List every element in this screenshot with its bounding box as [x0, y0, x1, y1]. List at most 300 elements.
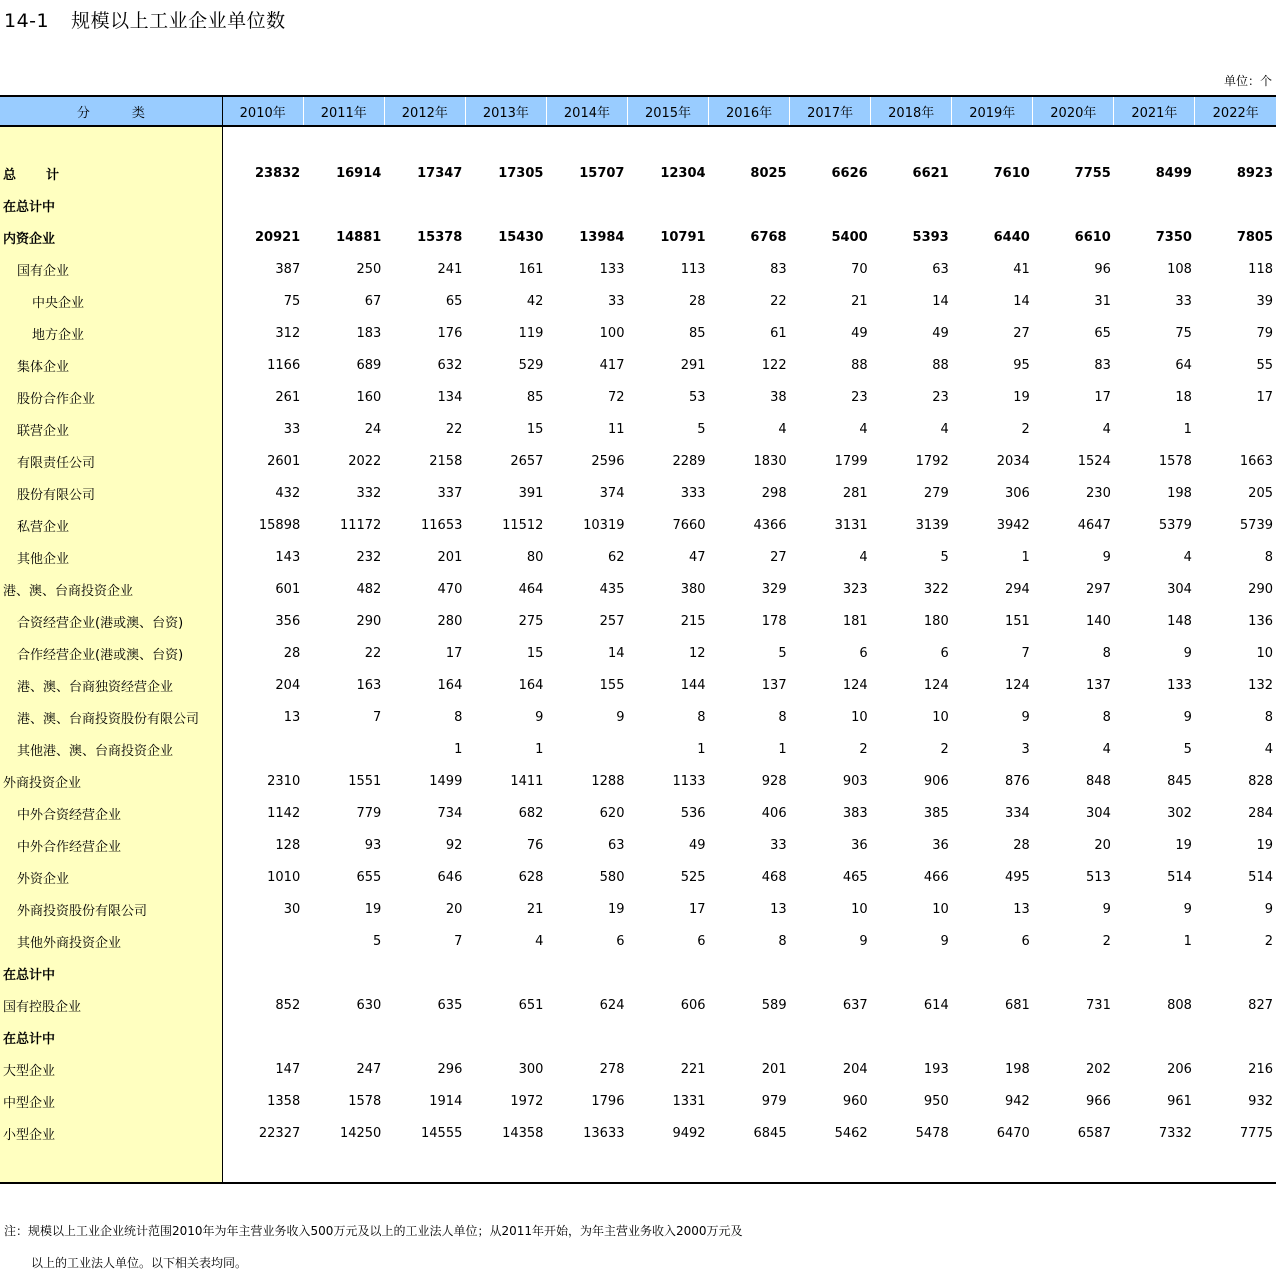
value-cell: 4 [1102, 421, 1111, 437]
value-cell: 17 [445, 645, 463, 661]
value-cell: 250 [356, 261, 382, 277]
value-cell: 16914 [336, 165, 382, 181]
value-cell [303, 1021, 384, 1053]
value-cell: 8 [1264, 549, 1273, 565]
value-cell: 85 [526, 389, 544, 405]
value-cell: 21 [851, 293, 868, 309]
value-cell: 2 [1264, 933, 1273, 949]
value-cell: 36 [851, 837, 868, 853]
value-cell [1195, 189, 1276, 221]
row-label: 外商投资企业 [3, 775, 82, 791]
value-cell: 10 [851, 709, 868, 725]
value-cell: 304 [1167, 581, 1192, 597]
value-cell: 961 [1167, 1093, 1192, 1109]
value-cell: 632 [437, 357, 463, 373]
value-cell: 852 [275, 997, 301, 1013]
value-cell: 4 [778, 421, 787, 437]
value-cell: 281 [842, 485, 868, 501]
value-cell: 406 [761, 805, 787, 821]
value-cell: 232 [356, 549, 382, 565]
value-cell: 33 [283, 421, 301, 437]
value-cell [871, 1021, 952, 1053]
value-cell: 19 [364, 901, 382, 917]
value-cell: 15898 [258, 517, 301, 533]
value-cell: 468 [761, 869, 787, 885]
table-body [0, 126, 1276, 1149]
value-cell: 655 [356, 869, 382, 885]
value-cell: 1 [535, 741, 544, 757]
value-cell: 14358 [502, 1125, 544, 1141]
value-cell [546, 733, 627, 765]
value-cell: 15430 [498, 229, 544, 245]
value-cell: 9 [940, 933, 949, 949]
value-cell: 2 [940, 741, 949, 757]
value-cell: 61 [770, 325, 787, 341]
value-cell: 3 [1021, 741, 1030, 757]
value-cell: 14555 [421, 1125, 463, 1141]
value-cell: 19 [1175, 837, 1192, 853]
value-cell: 2601 [267, 453, 301, 469]
value-cell: 9 [1021, 709, 1030, 725]
value-cell: 10 [932, 901, 949, 917]
table-row [0, 541, 1276, 573]
value-cell: 1796 [591, 1093, 625, 1109]
value-cell: 630 [356, 997, 382, 1013]
value-cell: 79 [1256, 325, 1273, 341]
row-label: 在总计中 [3, 199, 56, 215]
value-cell [384, 1021, 465, 1053]
table-row [0, 957, 1276, 989]
value-cell: 298 [761, 485, 787, 501]
value-cell: 144 [680, 677, 706, 693]
value-cell: 620 [599, 805, 625, 821]
value-cell: 2022 [348, 453, 382, 469]
value-cell [627, 1021, 708, 1053]
table-row [0, 765, 1276, 797]
value-cell: 329 [761, 581, 787, 597]
value-cell: 24 [364, 421, 382, 437]
value-cell: 19 [1256, 837, 1273, 853]
value-cell: 300 [518, 1061, 544, 1077]
value-cell: 1166 [267, 357, 301, 373]
value-cell: 7610 [993, 165, 1030, 181]
value-cell: 1663 [1239, 453, 1273, 469]
value-cell: 49 [932, 325, 949, 341]
value-cell: 8 [697, 709, 706, 725]
value-cell: 2 [1021, 421, 1030, 437]
value-cell: 10 [1256, 645, 1273, 661]
value-cell: 124 [923, 677, 949, 693]
value-cell: 83 [1094, 357, 1111, 373]
value-cell [1033, 957, 1114, 989]
value-cell: 136 [1248, 613, 1273, 629]
table-row [0, 733, 1276, 765]
value-cell: 88 [851, 357, 868, 373]
value-cell [546, 957, 627, 989]
value-cell: 333 [680, 485, 706, 501]
value-cell: 8923 [1236, 165, 1273, 181]
row-label: 外商投资股份有限公司 [17, 903, 148, 919]
value-cell: 6 [616, 933, 625, 949]
value-cell: 42 [526, 293, 544, 309]
row-label: 大型企业 [3, 1063, 56, 1079]
row-label: 中外合作经营企业 [17, 839, 122, 855]
value-cell: 5 [940, 549, 949, 565]
header-year: 2018年 [871, 96, 952, 126]
value-cell: 6768 [750, 229, 787, 245]
value-cell: 23 [851, 389, 868, 405]
value-cell: 13633 [583, 1125, 625, 1141]
value-cell: 13 [1013, 901, 1030, 917]
header-year: 2012年 [384, 96, 465, 126]
value-cell: 876 [1004, 773, 1030, 789]
value-cell: 380 [680, 581, 706, 597]
value-cell: 41 [1013, 261, 1030, 277]
value-cell: 9 [1183, 709, 1192, 725]
value-cell: 206 [1167, 1061, 1192, 1077]
row-label: 内资企业 [3, 231, 56, 247]
value-cell: 651 [518, 997, 544, 1013]
value-cell: 928 [761, 773, 787, 789]
value-cell: 312 [275, 325, 301, 341]
value-cell: 7350 [1155, 229, 1192, 245]
value-cell: 27 [770, 549, 787, 565]
value-cell: 23 [932, 389, 949, 405]
row-label: 中外合资经营企业 [17, 807, 122, 823]
value-cell: 134 [437, 389, 463, 405]
value-cell: 387 [275, 261, 301, 277]
value-cell: 38 [770, 389, 787, 405]
value-cell: 466 [923, 869, 949, 885]
value-cell: 290 [1248, 581, 1273, 597]
value-cell: 7 [1021, 645, 1030, 661]
table-row [0, 189, 1276, 221]
value-cell: 297 [1086, 581, 1111, 597]
value-cell: 216 [1248, 1061, 1273, 1077]
value-cell: 828 [1248, 773, 1273, 789]
value-cell: 10 [851, 901, 868, 917]
value-cell: 356 [275, 613, 301, 629]
value-cell: 9 [1264, 901, 1273, 917]
value-cell: 6470 [996, 1125, 1030, 1141]
row-label: 集体企业 [17, 359, 70, 375]
value-cell [465, 1021, 546, 1053]
value-cell: 137 [1086, 677, 1111, 693]
value-cell: 27 [1013, 325, 1030, 341]
value-cell [303, 733, 384, 765]
table-header-row [0, 96, 1276, 126]
value-cell: 13 [770, 901, 787, 917]
value-cell: 2158 [429, 453, 463, 469]
value-cell: 28 [1013, 837, 1030, 853]
value-cell: 22 [364, 645, 382, 661]
row-label: 国有控股企业 [3, 999, 82, 1015]
value-cell: 36 [932, 837, 949, 853]
value-cell: 19 [1013, 389, 1030, 405]
table-row [0, 861, 1276, 893]
value-cell: 63 [932, 261, 949, 277]
value-cell: 1578 [348, 1093, 382, 1109]
table-row [0, 509, 1276, 541]
value-cell: 30 [283, 901, 301, 917]
value-cell: 4 [1264, 741, 1273, 757]
row-label: 合作经营企业(港或澳、台资) [17, 647, 184, 663]
value-cell: 49 [851, 325, 868, 341]
value-cell [871, 189, 952, 221]
value-cell: 470 [437, 581, 463, 597]
value-cell: 1411 [510, 773, 544, 789]
value-cell: 495 [1004, 869, 1030, 885]
value-cell: 1799 [834, 453, 868, 469]
table-row [0, 989, 1276, 1021]
value-cell: 848 [1086, 773, 1111, 789]
value-cell [303, 189, 384, 221]
value-cell: 1972 [510, 1093, 544, 1109]
value-cell: 417 [599, 357, 625, 373]
header-year: 2013年 [465, 96, 546, 126]
value-cell [952, 189, 1033, 221]
value-cell: 11 [607, 421, 625, 437]
value-cell: 1499 [429, 773, 463, 789]
value-cell: 322 [923, 581, 949, 597]
table-row [0, 157, 1276, 189]
value-cell: 6610 [1074, 229, 1111, 245]
spacer-row [0, 126, 1276, 157]
value-cell: 160 [356, 389, 382, 405]
value-cell: 12304 [660, 165, 706, 181]
value-cell: 83 [770, 261, 787, 277]
value-cell: 635 [437, 997, 463, 1013]
table-row [0, 317, 1276, 349]
table-row [0, 349, 1276, 381]
value-cell: 779 [356, 805, 382, 821]
value-cell: 137 [761, 677, 787, 693]
value-cell: 198 [1167, 485, 1192, 501]
value-cell [952, 1021, 1033, 1053]
data-table-container [0, 95, 1276, 1184]
value-cell: 9 [1102, 901, 1111, 917]
value-cell: 1792 [915, 453, 949, 469]
value-cell: 119 [518, 325, 544, 341]
value-cell [303, 957, 384, 989]
value-cell: 7805 [1236, 229, 1273, 245]
value-cell: 525 [680, 869, 706, 885]
value-cell: 278 [599, 1061, 625, 1077]
value-cell: 435 [599, 581, 625, 597]
value-cell: 529 [518, 357, 544, 373]
header-year: 2021年 [1114, 96, 1195, 126]
value-cell: 164 [437, 677, 463, 693]
value-cell: 13984 [579, 229, 625, 245]
value-cell: 11512 [502, 517, 544, 533]
value-cell: 334 [1004, 805, 1030, 821]
value-cell: 53 [689, 389, 706, 405]
value-cell: 966 [1086, 1093, 1111, 1109]
table-row [0, 1117, 1276, 1149]
value-cell [222, 1021, 303, 1053]
header-category: 分类 [0, 96, 222, 126]
header-year: 2017年 [790, 96, 871, 126]
value-cell: 8 [1102, 645, 1111, 661]
value-cell: 12 [689, 645, 706, 661]
value-cell: 1010 [267, 869, 301, 885]
value-cell: 580 [599, 869, 625, 885]
value-cell: 17 [1094, 389, 1111, 405]
value-cell: 1331 [672, 1093, 706, 1109]
value-cell: 9 [616, 709, 625, 725]
value-cell: 1578 [1158, 453, 1192, 469]
value-cell: 1 [1021, 549, 1030, 565]
row-label: 合资经营企业(港或澳、台资) [17, 615, 184, 631]
value-cell: 95 [1013, 357, 1030, 373]
value-cell: 1830 [753, 453, 787, 469]
value-cell: 15 [526, 645, 544, 661]
value-cell: 5478 [915, 1125, 949, 1141]
row-label: 小型企业 [3, 1127, 56, 1143]
value-cell [952, 957, 1033, 989]
value-cell: 20 [445, 901, 463, 917]
footnote-line-1: 注：规模以上工业企业统计范围2010年为年主营业务收入500万元及以上的工业法人单位；从2011年开始，为年主营业务收入2000万元及 [4, 1224, 743, 1238]
value-cell: 75 [283, 293, 301, 309]
value-cell: 1358 [267, 1093, 301, 1109]
table-row [0, 829, 1276, 861]
value-cell: 257 [599, 613, 625, 629]
value-cell: 7775 [1239, 1125, 1273, 1141]
value-cell: 1524 [1077, 453, 1111, 469]
value-cell: 304 [1086, 805, 1111, 821]
value-cell: 17305 [498, 165, 544, 181]
value-cell: 2034 [996, 453, 1030, 469]
value-cell: 624 [599, 997, 625, 1013]
header-year: 2022年 [1195, 96, 1276, 126]
value-cell: 93 [364, 837, 382, 853]
row-label: 其他外商投资企业 [17, 935, 122, 951]
value-cell: 2596 [591, 453, 625, 469]
value-cell: 9 [1183, 645, 1192, 661]
value-cell: 514 [1167, 869, 1192, 885]
table-row [0, 477, 1276, 509]
value-cell: 9 [1102, 549, 1111, 565]
table-row [0, 413, 1276, 445]
value-cell: 1 [1183, 933, 1192, 949]
value-cell [709, 957, 790, 989]
value-cell: 55 [1256, 357, 1273, 373]
value-cell: 70 [851, 261, 868, 277]
value-cell: 5 [1183, 741, 1192, 757]
value-cell: 10 [932, 709, 949, 725]
value-cell [546, 1021, 627, 1053]
value-cell: 7755 [1074, 165, 1111, 181]
table-row [0, 1085, 1276, 1117]
value-cell: 4366 [753, 517, 787, 533]
value-cell: 4 [535, 933, 544, 949]
value-cell: 14 [932, 293, 949, 309]
value-cell: 28 [283, 645, 301, 661]
value-cell: 75 [1175, 325, 1192, 341]
value-cell: 6 [1021, 933, 1030, 949]
table-row [0, 637, 1276, 669]
value-cell: 17 [1256, 389, 1273, 405]
value-cell: 230 [1086, 485, 1111, 501]
value-cell: 6 [859, 645, 868, 661]
row-label: 地方企业 [32, 327, 85, 343]
value-cell: 247 [356, 1061, 382, 1077]
table-row [0, 445, 1276, 477]
value-cell: 4 [1183, 549, 1192, 565]
table-title-text: 规模以上工业企业单位数 [71, 10, 286, 32]
value-cell: 827 [1248, 997, 1273, 1013]
value-cell: 589 [761, 997, 787, 1013]
table-row [0, 573, 1276, 605]
value-cell: 682 [518, 805, 544, 821]
value-cell: 193 [923, 1061, 949, 1077]
value-cell: 7 [373, 709, 382, 725]
row-label: 国有企业 [17, 263, 70, 279]
value-cell: 332 [356, 485, 382, 501]
value-cell: 10319 [583, 517, 625, 533]
value-cell: 302 [1167, 805, 1192, 821]
value-cell [222, 925, 303, 957]
value-cell: 132 [1248, 677, 1273, 693]
value-cell: 124 [1004, 677, 1030, 693]
table-row [0, 221, 1276, 253]
value-cell: 845 [1167, 773, 1192, 789]
row-label: 在总计中 [3, 1031, 56, 1047]
table-row [0, 1021, 1276, 1053]
value-cell: 64 [1175, 357, 1192, 373]
row-label: 港、澳、台商投资股份有限公司 [17, 711, 200, 727]
value-cell: 13 [283, 709, 301, 725]
value-cell: 601 [275, 581, 301, 597]
value-cell: 280 [437, 613, 463, 629]
value-cell: 14250 [339, 1125, 382, 1141]
value-cell: 39 [1256, 293, 1273, 309]
value-cell: 20 [1094, 837, 1111, 853]
value-cell [1195, 413, 1276, 445]
value-cell: 14 [607, 645, 625, 661]
value-cell: 201 [437, 549, 463, 565]
value-cell: 7 [454, 933, 463, 949]
value-cell: 80 [526, 549, 544, 565]
value-cell: 22 [445, 421, 463, 437]
value-cell: 6 [940, 645, 949, 661]
value-cell: 178 [761, 613, 787, 629]
footnote-line-2: 以上的工业法人单位。以下相关表均同。 [31, 1256, 248, 1270]
header-year: 2019年 [952, 96, 1033, 126]
value-cell: 2289 [672, 453, 706, 469]
table-row [0, 701, 1276, 733]
value-cell: 96 [1094, 261, 1111, 277]
value-cell: 65 [445, 293, 463, 309]
row-label: 总计 [3, 167, 90, 183]
value-cell: 8 [1102, 709, 1111, 725]
value-cell: 482 [356, 581, 382, 597]
value-cell: 204 [275, 677, 301, 693]
value-cell [1033, 189, 1114, 221]
value-cell: 4 [940, 421, 949, 437]
value-cell [871, 957, 952, 989]
row-label: 中型企业 [3, 1095, 56, 1111]
value-cell [546, 189, 627, 221]
value-cell [790, 1021, 871, 1053]
value-cell [465, 957, 546, 989]
value-cell: 8 [454, 709, 463, 725]
value-cell: 979 [761, 1093, 787, 1109]
value-cell: 6626 [831, 165, 868, 181]
row-label: 联营企业 [17, 423, 70, 439]
value-cell: 1288 [591, 773, 625, 789]
value-cell: 128 [275, 837, 301, 853]
